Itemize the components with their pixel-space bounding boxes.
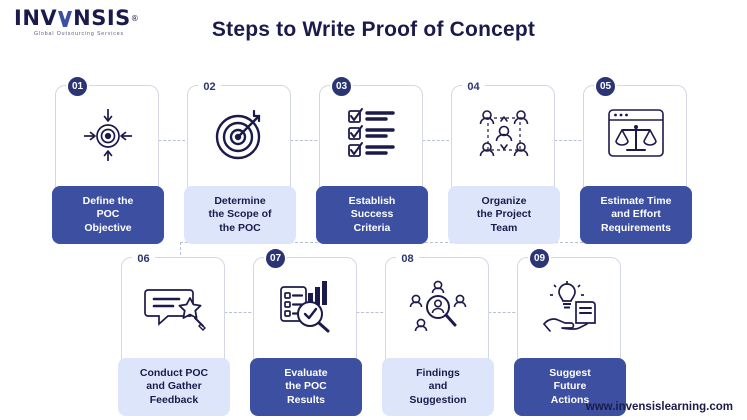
step-card-body (517, 253, 621, 409)
step-number-badge: 04 (462, 75, 485, 98)
step-card-body (121, 252, 225, 409)
step-label: Establish Success Criteria (316, 186, 428, 245)
step-card-body (385, 252, 489, 409)
results-magnifier-icon (254, 272, 358, 340)
logo-registered-mark: ® (130, 14, 140, 23)
step-number-badge: 07 (264, 247, 287, 270)
step-card-02[interactable] (187, 80, 291, 237)
step-label: Estimate Time and Effort Requirements (580, 186, 692, 245)
people-search-icon (386, 272, 490, 340)
step-card-08[interactable] (385, 252, 489, 409)
balance-scale-browser-icon (584, 100, 688, 168)
step-card-body (55, 81, 159, 237)
step-card-body (319, 81, 423, 237)
page-title: Steps to Write Proof of Concept (211, 18, 536, 41)
team-network-icon (452, 100, 556, 168)
step-number-badge: 05 (594, 75, 617, 98)
step-card-03[interactable] (319, 81, 423, 237)
step-label: Determine the Scope of the POC (184, 186, 296, 245)
step-label: Conduct POC and Gather Feedback (118, 358, 230, 417)
logo-tagline: Global Outsourcing Services (34, 31, 125, 37)
step-number-badge: 03 (330, 75, 353, 98)
step-number-badge: 06 (132, 247, 155, 270)
step-card-04[interactable] (451, 80, 555, 237)
target-arrows-icon (56, 100, 160, 168)
step-card-06[interactable] (121, 252, 225, 409)
step-label: Define the POC Objective (52, 186, 164, 245)
step-card-01[interactable] (55, 81, 159, 237)
step-card-body (253, 253, 357, 409)
logo-text-part-2: NSIS (73, 6, 131, 30)
step-card-09[interactable] (517, 253, 621, 409)
dartboard-icon (188, 100, 292, 168)
checklist-icon (320, 100, 424, 168)
step-label: Organize the Project Team (448, 186, 560, 245)
step-number-badge: 02 (198, 75, 221, 98)
step-card-body (451, 80, 555, 237)
step-number-badge: 01 (66, 75, 89, 98)
step-card-body (583, 81, 687, 237)
step-label: Suggest Future Actions (514, 358, 626, 417)
feedback-star-icon (122, 272, 226, 340)
step-card-05[interactable] (583, 81, 687, 237)
step-number-badge: 09 (528, 247, 551, 270)
step-card-07[interactable] (253, 253, 357, 409)
step-number-badge: 08 (396, 247, 419, 270)
idea-hand-icon (518, 272, 622, 340)
logo-text-part-1: INV (14, 6, 58, 30)
step-label: Evaluate the POC Results (250, 358, 362, 417)
step-label: Findings and Suggestion (382, 358, 494, 417)
website-link[interactable]: www.invensislearning.com (585, 401, 733, 413)
step-card-body (187, 80, 291, 237)
